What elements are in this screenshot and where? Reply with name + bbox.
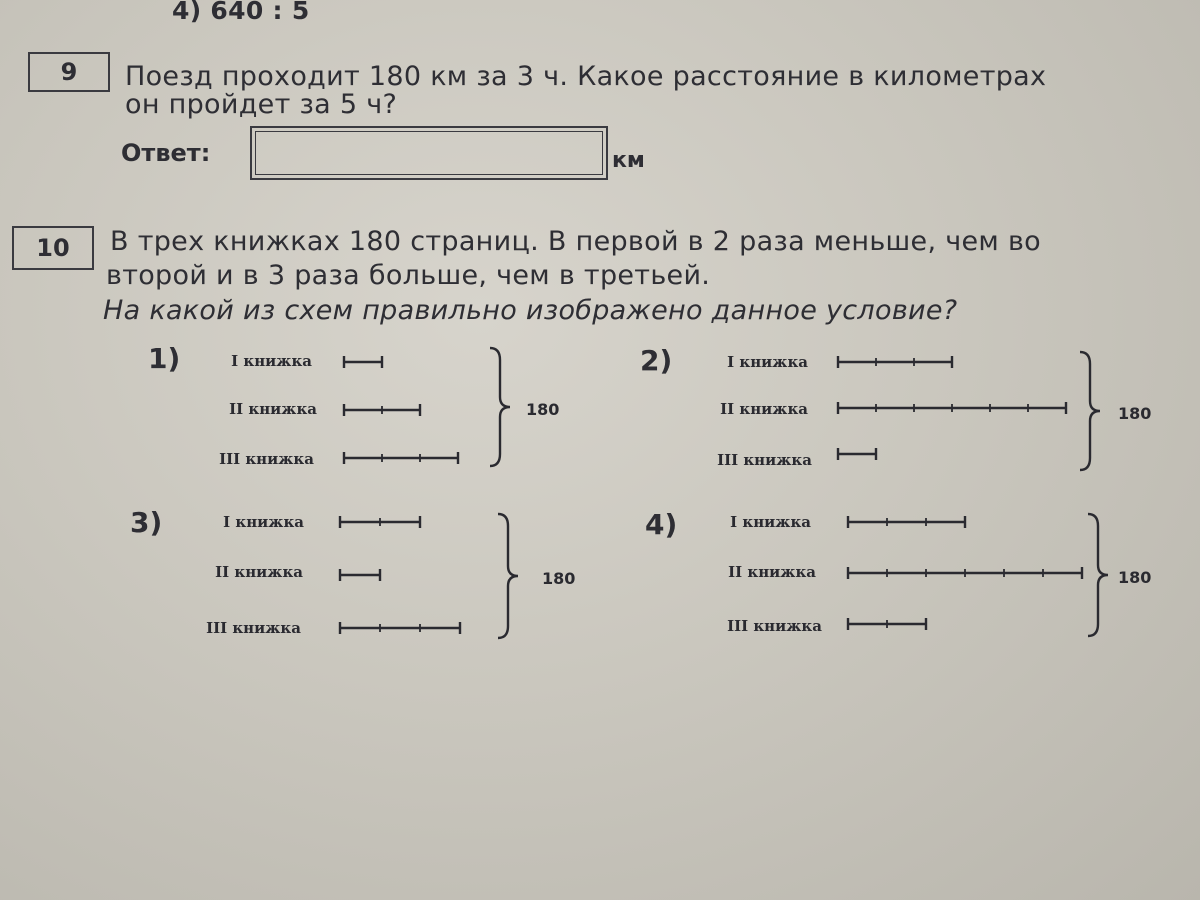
task-9-unit: км <box>612 148 645 173</box>
option-2-row-1-label: I книжка <box>727 353 808 371</box>
option-2-number[interactable]: 2) <box>640 344 673 377</box>
option-2-row-2-label: II книжка <box>720 400 808 418</box>
option-3-row-1-label: I книжка <box>223 513 304 531</box>
option-1-total: 180 <box>526 400 560 419</box>
option-3-number[interactable]: 3) <box>130 506 163 539</box>
option-2-total: 180 <box>1118 404 1152 423</box>
task-10-question: На какой из схем правильно изображено данное условие? <box>103 295 958 326</box>
option-1-number[interactable]: 1) <box>148 342 181 375</box>
task-9-text-line-1: Поезд проходит 180 км за 3 ч. Какое расстояние в километрах <box>125 61 1047 92</box>
option-3-total: 180 <box>542 569 576 588</box>
option-1-row-3-label: III книжка <box>219 450 314 468</box>
option-1-row-1-label: I книжка <box>231 352 312 370</box>
task-10-number: 10 <box>12 226 94 270</box>
task-9-answer-label: Ответ: <box>121 139 211 167</box>
option-4-row-1-label: I книжка <box>730 513 811 531</box>
option-3-row-3-label: III книжка <box>206 619 301 637</box>
option-2-row-3-label: III книжка <box>717 451 812 469</box>
option-1-row-2-label: II книжка <box>229 400 317 418</box>
option-4-row-3-label: III книжка <box>727 617 822 635</box>
previous-answer-option: 4) 640 : 5 <box>172 0 310 25</box>
option-3-row-2-label: II книжка <box>215 563 303 581</box>
task-9-text-line-2: он пройдет за 5 ч? <box>125 89 398 120</box>
option-4-row-2-label: II книжка <box>728 563 816 581</box>
option-4-number[interactable]: 4) <box>645 508 678 541</box>
option-4-brace <box>1088 514 1108 636</box>
task-10-text-line-1: В трех книжках 180 страниц. В первой в 2 раза меньше, чем во <box>110 226 1041 257</box>
task-9-number: 9 <box>28 52 110 92</box>
task-10-text-line-2: второй и в 3 раза больше, чем в третьей. <box>106 260 711 291</box>
option-4-total: 180 <box>1118 568 1152 587</box>
